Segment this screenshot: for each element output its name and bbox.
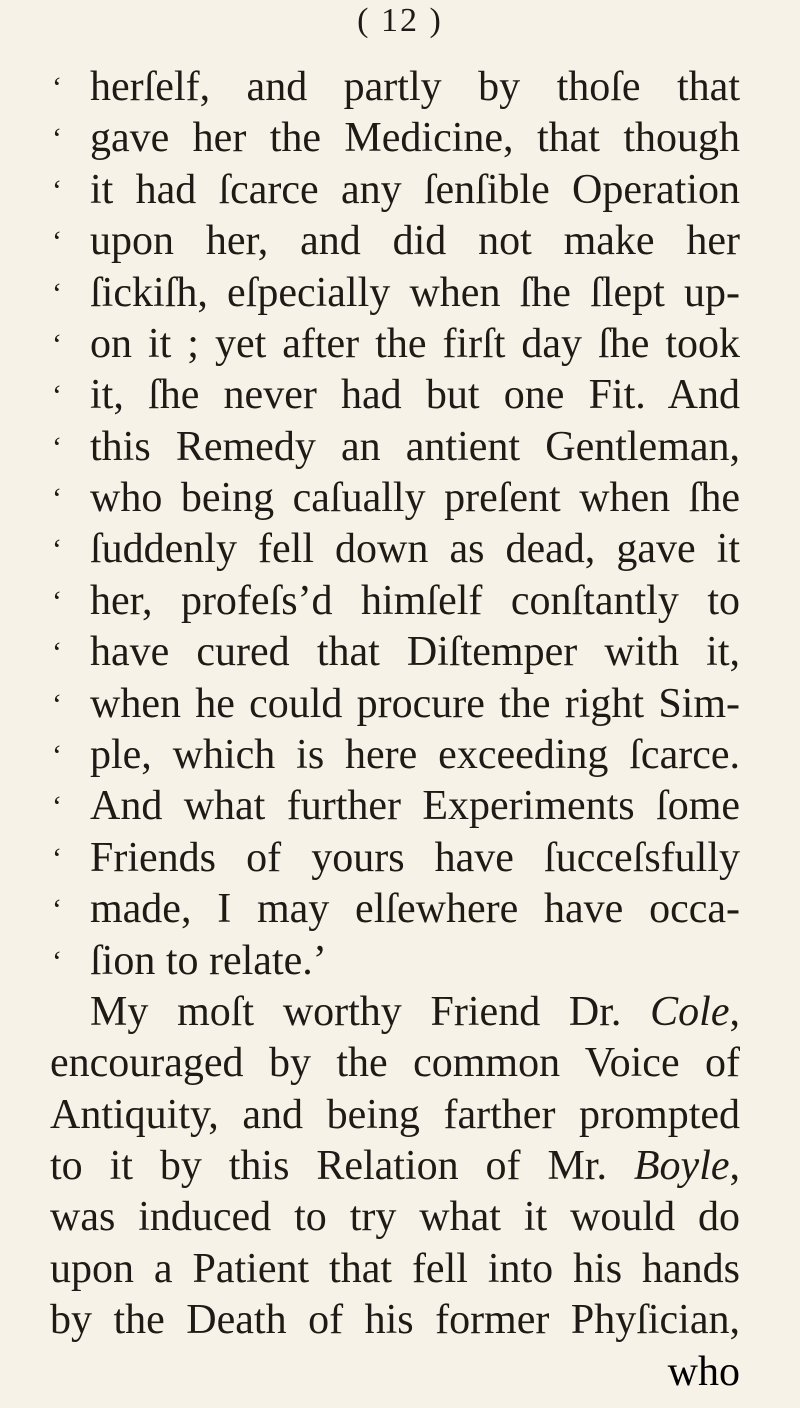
quoted-line-text: herſelf, and partly by thoſe that: [90, 64, 740, 110]
quote-mark: ‘: [52, 276, 62, 310]
text-run: ,: [729, 988, 740, 1035]
quote-mark: ‘: [52, 225, 62, 259]
quote-mark: ‘: [52, 379, 62, 413]
quoted-line-text: gave her the Medicine, that though: [90, 115, 740, 162]
quoted-line-text: it had ſcarce any ſenſible Operation: [90, 166, 740, 213]
quote-mark: ‘: [52, 790, 62, 824]
quoted-line-text: who being caſually preſent when ſhe: [90, 475, 740, 522]
quote-mark: ‘: [52, 173, 62, 207]
quoted-line-text: made, I may elſewhere have occa-: [90, 886, 740, 933]
quote-mark: ‘: [52, 636, 62, 670]
quoted-line-text: Friends of yours have ſucceſsfully: [90, 834, 740, 881]
quote-mark: ‘: [52, 944, 62, 978]
quoted-line-text: And what further Experiments ſome: [90, 783, 740, 830]
text-run: My moſt worthy Friend Dr.: [90, 988, 651, 1035]
quote-mark: ‘: [52, 687, 62, 721]
catchword-line: [0, 1347, 800, 1398]
quote-mark: ‘: [52, 533, 62, 567]
quoted-line-text: ſuddenly fell down as dead, gave it: [90, 526, 740, 573]
text-run: to it by this Relation of Mr.: [50, 1143, 634, 1190]
quoted-line-text: when he could procure the right Sim-: [90, 680, 740, 727]
paragraph-line-text: by the Death of his former Phyſician,: [50, 1297, 740, 1344]
quote-mark: ‘: [52, 71, 62, 104]
quote-mark: ‘: [52, 122, 62, 156]
quote-mark: ‘: [52, 739, 62, 772]
quoted-line-text: this Remedy an antient Gentleman,: [90, 423, 740, 470]
quote-mark: ‘: [52, 482, 62, 516]
quoted-line-text: on it ; yet after the firſt day ſhe took: [90, 320, 740, 367]
paragraph-line-text: Antiquity, and being farther prompted: [50, 1091, 740, 1138]
paragraph-line-text: [50, 1141, 740, 1192]
quote-mark: ‘: [52, 893, 62, 927]
person-name: Boyle: [633, 1143, 730, 1190]
paragraph-line-text: encouraged by the common Voice of: [50, 1040, 740, 1087]
catchword: who: [667, 1348, 740, 1395]
quoted-line-text: it, ſhe never had but one Fit. And: [90, 372, 740, 419]
quoted-line-text: her, profeſs’d himſelf conſtantly to: [90, 577, 740, 624]
quoted-line-text: upon her, and did not make her: [90, 218, 740, 265]
quote-mark: ‘: [52, 841, 62, 875]
quote-mark: ‘: [52, 327, 62, 361]
quote-mark: ‘: [52, 584, 62, 618]
person-name: Cole: [650, 988, 730, 1035]
quoted-line-text: ſickiſh, eſpecially when ſhe ſlept up-: [90, 269, 740, 316]
paragraph-line-text: was induced to try what it would do: [50, 1194, 740, 1241]
page-number: ( 12 ): [357, 2, 443, 39]
paragraph-line-text: [90, 987, 740, 1038]
quoted-line-text: ple, which is here exceeding ſcarce.: [90, 732, 740, 778]
text-run: ,: [729, 1143, 740, 1190]
quote-mark: ‘: [52, 430, 62, 464]
paragraph-line-text: upon a Patient that fell into his hands: [50, 1245, 740, 1292]
quoted-line-text: ſion to relate.’: [90, 937, 327, 984]
quoted-line-text: have cured that Diſtemper with it,: [90, 629, 740, 676]
